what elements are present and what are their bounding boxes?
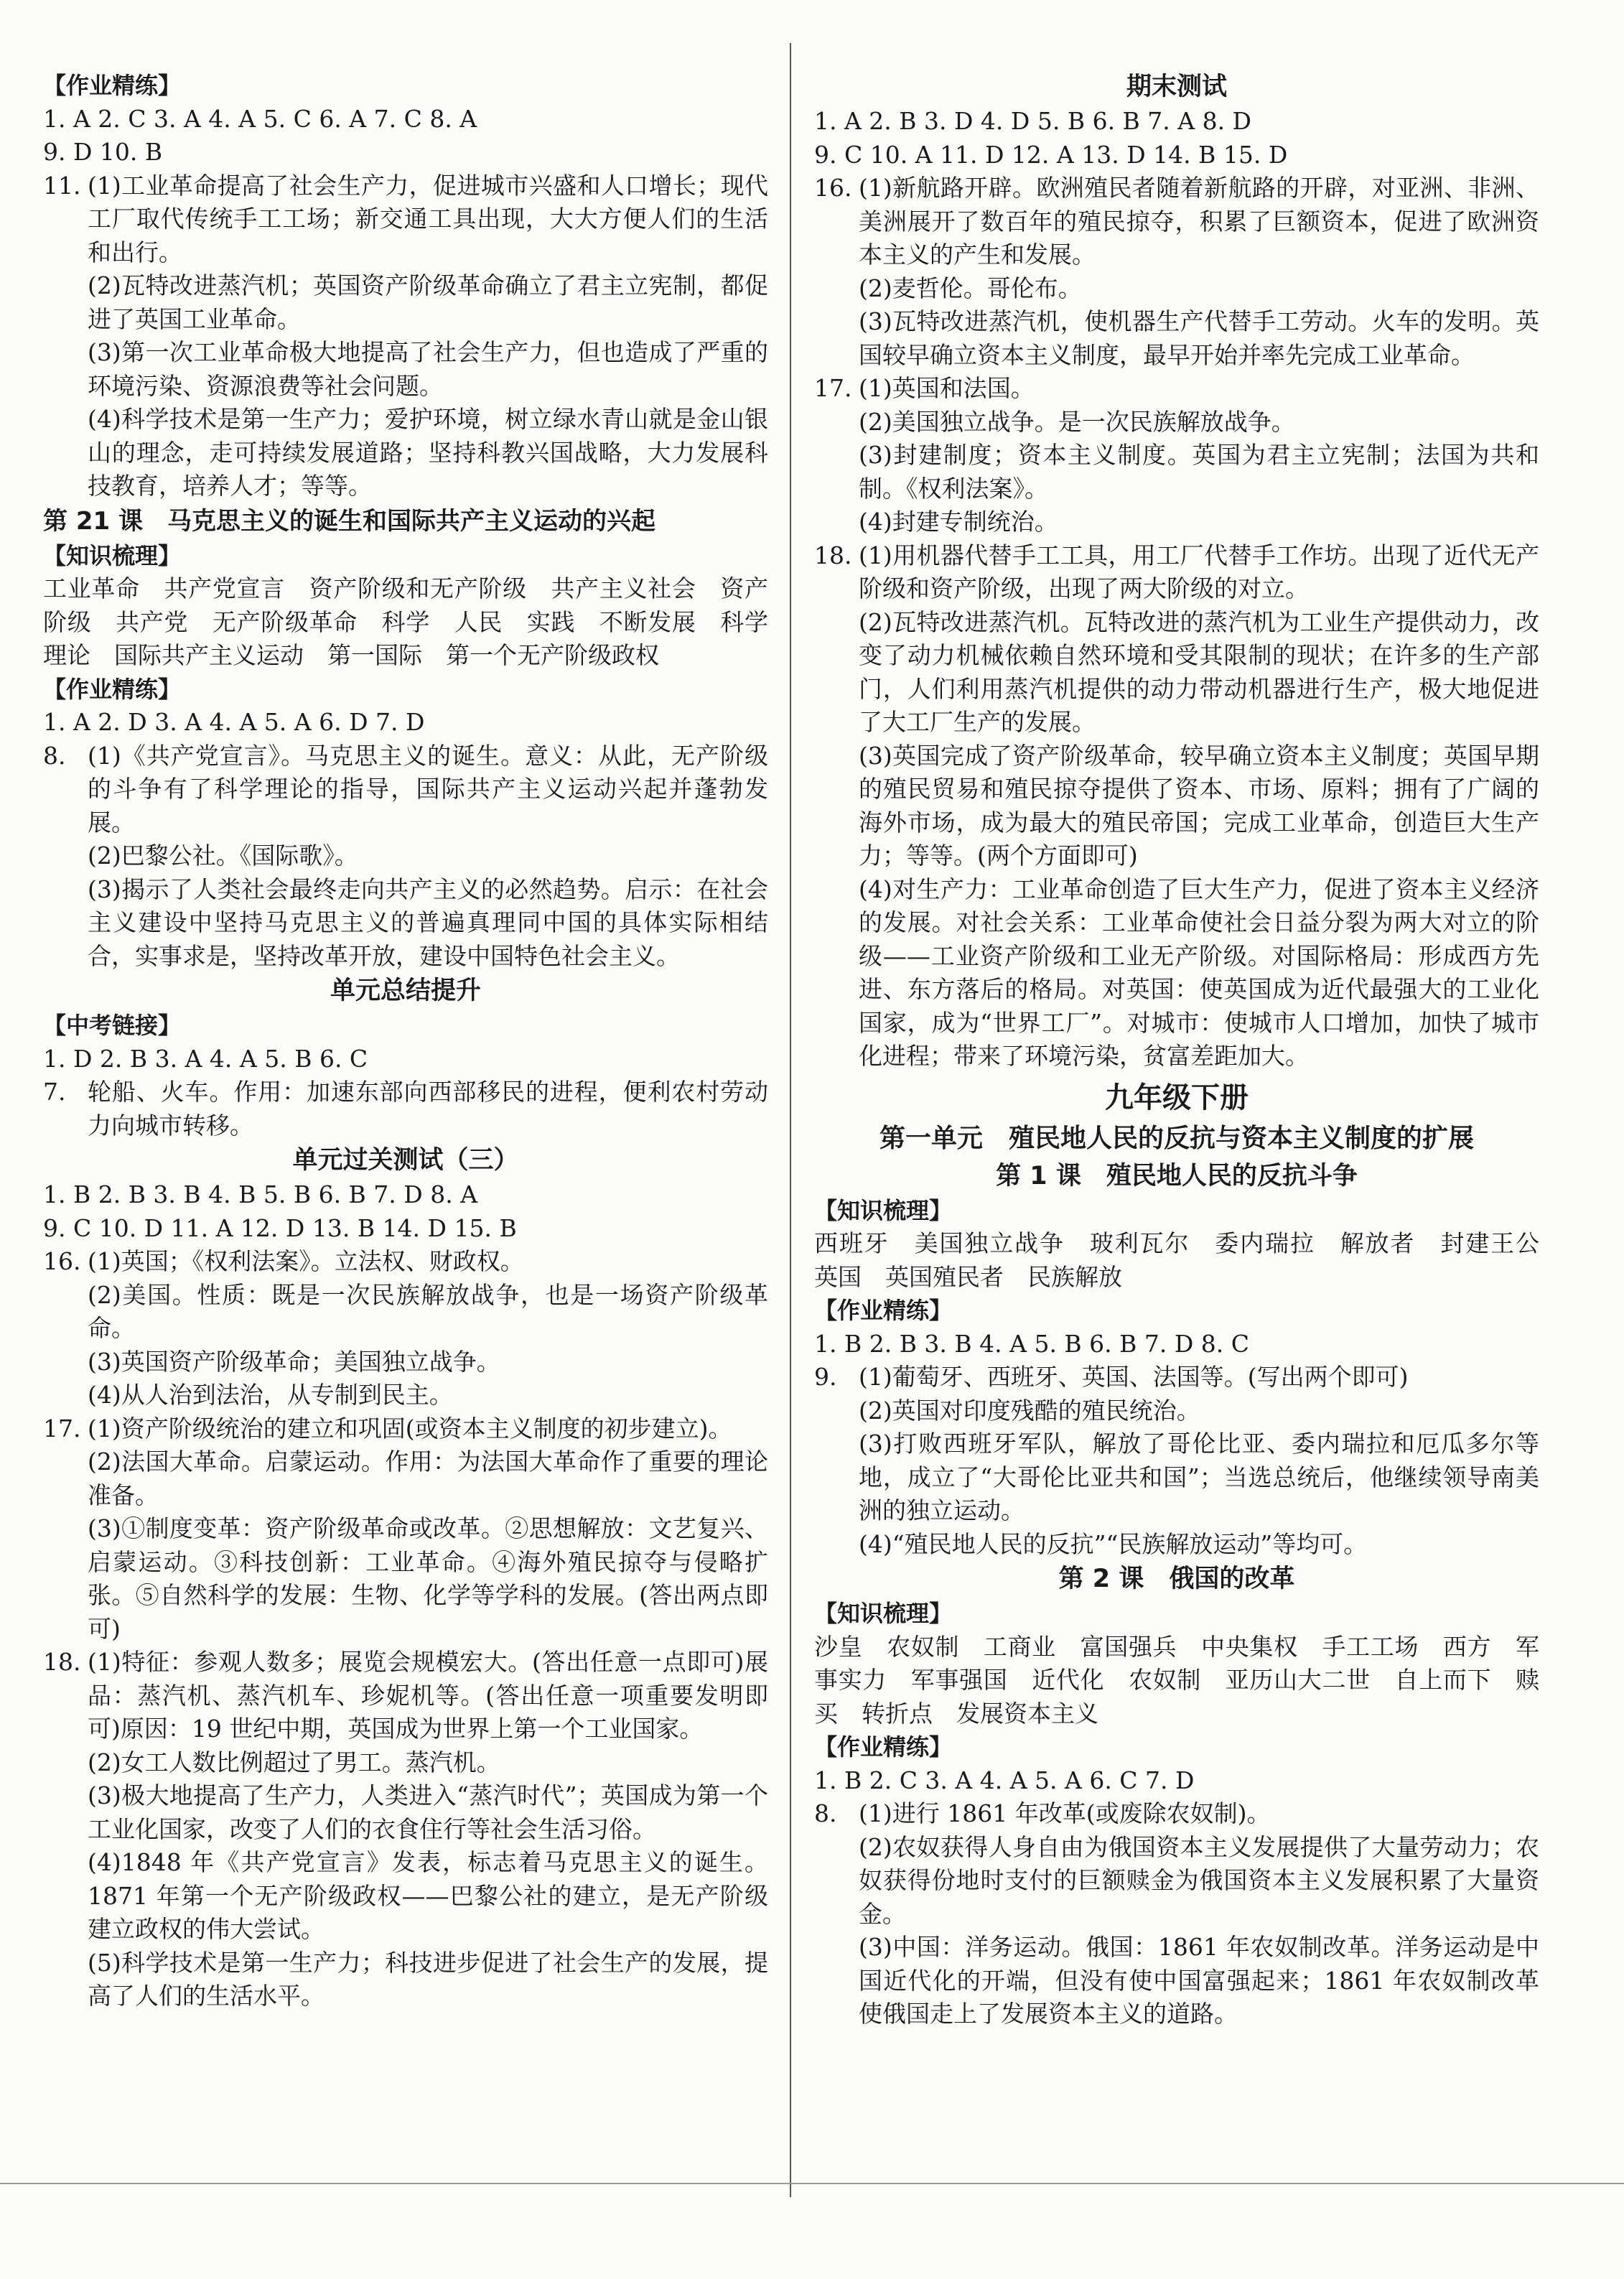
answer-part: (1)新航路开辟。欧洲殖民者随着新航路的开辟，对亚洲、非洲、美洲展开了数百年的殖民掠夺，积累了巨额资本，促进了欧洲资本主义的产生和发展。: [859, 174, 1539, 269]
answer-part: (4)科学技术是第一生产力；爱护环境，树立绿水青山就是金山银山的理念，走可持续发展道路；坚持科教兴国战略，大力发展科技教育，培养人才；等等。: [88, 405, 768, 500]
answer-part: (2)法国大革命。启蒙运动。作用：为法国大革命作了重要的理论准备。: [88, 1448, 768, 1509]
answer-part: (2)农奴获得人身自由为俄国资本主义发展提供了大量劳动力；农奴获得份地时支付的巨额赎金为俄国资本主义发展积累了大量资金。: [859, 1832, 1539, 1928]
question-body: [859, 539, 1539, 1073]
question-number: 16.: [43, 1247, 81, 1275]
answer-line: 1. B 2. B 3. B 4. B 5. B 6. B 7. D 8. A: [43, 1180, 478, 1208]
answer-part: (4)从人治到法治，从专制到民主。: [88, 1381, 453, 1409]
lesson-21-title: 第 21 课 马克思主义的诞生和国际共产主义运动的兴起: [43, 506, 655, 536]
bottom-rule: [0, 2183, 1624, 2184]
section-label-homework: 【作业精练】: [43, 72, 182, 99]
question-number: 11.: [43, 171, 81, 200]
answer-part: (3)打败西班牙军队，解放了哥伦比亚、委内瑞拉和厄瓜多尔等地，成立了“大哥伦比亚共和国”；当选总统后，他继续领导南美洲的独立运动。: [859, 1430, 1539, 1524]
left-column: [43, 69, 768, 2013]
question-17: [43, 1412, 768, 1646]
answer-line: 9. C 10. D 11. A 12. D 13. B 14. D 15. B: [43, 1213, 517, 1242]
answer-part: (1)《共产党宣言》。马克思主义的诞生。意义：从此，无产阶级的斗争有了科学理论的指导，国际共产主义运动兴起并蓬勃发展。: [88, 741, 768, 836]
answer-part: (2)麦哲伦。哥伦布。: [859, 274, 1082, 302]
question-18: [814, 539, 1539, 1073]
question-8: [43, 740, 768, 974]
answer-line: 9. C 10. A 11. D 12. A 13. D 14. B 15. D: [814, 140, 1288, 169]
final-test-title: 期末测试: [1126, 73, 1227, 101]
lesson-2-title: 第 2 课 俄国的改革: [1058, 1565, 1295, 1593]
knowledge-keywords: 工业革命 共产党宣言 资产阶级和无产阶级 共产主义社会 资产阶级 共产党 无产阶级革命 科学 人民 实践 不断发展 科学理论 国际共产主义运动 第一国际 第一个无产阶级政权: [43, 574, 768, 669]
lesson-1-title: 第 1 课 殖民地人民的反抗斗争: [996, 1161, 1358, 1190]
answer-part: (2)英国对印度残酷的殖民统治。: [859, 1396, 1200, 1425]
section-label-knowledge: 【知识梳理】: [814, 1196, 953, 1224]
answer-line: 1. A 2. B 3. D 4. D 5. B 6. B 7. A 8. D: [814, 107, 1252, 135]
unit-1-title: 第一单元 殖民地人民的反抗与资本主义制度的扩展: [879, 1123, 1474, 1153]
answer-line: 1. A 2. D 3. A 4. A 5. A 6. D 7. D: [43, 708, 425, 736]
answer-part: (4)“殖民地人民的反抗”“民族解放运动”等均可。: [859, 1529, 1368, 1558]
section-label-homework: 【作业精练】: [814, 1297, 953, 1324]
knowledge-keywords: 西班牙 美国独立战争 玻利瓦尔 委内瑞拉 解放者 封建王公 英国 英国殖民者 民族解放: [814, 1229, 1563, 1291]
answer-line: 1. B 2. C 3. A 4. A 5. A 6. C 7. D: [814, 1766, 1195, 1794]
question-body: [859, 172, 1539, 372]
answer-part: (1)英国；《权利法案》。立法权、财政权。: [88, 1247, 524, 1275]
answer-line: 9. D 10. B: [43, 138, 163, 166]
answer-part: (2)女工人数比例超过了男工。蒸汽机。: [88, 1748, 500, 1776]
answer-part: (1)工业革命提高了社会生产力，促进城市兴盛和人口增长；现代工厂取代传统手工工场；新交通工具出现，大大方便人们的生活和出行。: [88, 171, 768, 266]
question-body: [859, 1361, 1539, 1561]
answer-part: (3)揭示了人类社会最终走向共产主义的必然趋势。启示：在社会主义建设中坚持马克思主义的普遍真理同中国的具体实际相结合，实事求是，坚持改革开放，建设中国特色社会主义。: [88, 875, 768, 970]
answer-part: (4)封建专制统治。: [859, 508, 1058, 536]
answer-part: (2)美国。性质：既是一次民族解放战争，也是一场资产阶级革命。: [88, 1280, 768, 1342]
grade-title: 九年级下册: [1105, 1081, 1249, 1114]
answer-part: (3)封建制度；资本主义制度。英国为君主立宪制；法国为共和制。《权利法案》。: [859, 441, 1539, 503]
answer-part: (4)1848 年《共产党宣言》发表，标志着马克思主义的诞生。1871 年第一个无产阶级政权——巴黎公社的建立，是无产阶级建立政权的伟大尝试。: [88, 1848, 768, 1943]
question-17: [814, 372, 1539, 539]
answer-part: (3)极大地提高了生产力，人类进入“蒸汽时代”；英国成为第一个工业化国家，改变了人们的衣食住行等社会生活习俗。: [88, 1781, 768, 1843]
question-7: [43, 1076, 768, 1142]
question-body: [859, 1797, 1539, 2031]
question-body: [88, 1245, 768, 1412]
answer-part: (3)中国：洋务运动。俄国：1861 年农奴制改革。洋务运动是中国近代化的开端，但没有使中国富强起来；1861 年农奴制改革使俄国走上了发展资本主义的道路。: [859, 1933, 1539, 2028]
question-body: [88, 169, 768, 503]
answer-part: (3)第一次工业革命极大地提高了社会生产力，但也造成了严重的环境污染、资源浪费等社会问题。: [88, 338, 768, 400]
section-label-knowledge: 【知识梳理】: [43, 541, 182, 569]
question-number: 9.: [814, 1363, 837, 1391]
answer-part: (3)瓦特改进蒸汽机，使机器生产代替手工劳动。火车的发明。英国较早确立资本主义制度，最早开始并率先完成工业革命。: [859, 307, 1539, 369]
question-16: [814, 172, 1539, 372]
answer-part: (3)英国完成了资产阶级革命，较早确立资本主义制度；英国早期的殖民贸易和殖民掠夺提供了资本、市场、原料；拥有了广阔的海外市场，成为最大的殖民帝国；完成工业革命，创造巨大生产力；等等。(两个方面即可): [859, 741, 1539, 870]
section-label-exam-link: 【中考链接】: [43, 1012, 182, 1039]
answer-part: (3)①制度变革：资产阶级革命或改革。②思想解放：文艺复兴、启蒙运动。③科技创新：工业革命。④海外殖民掠夺与侵略扩张。⑤自然科学的发展：生物、化学等学科的发展。(答出两点即可): [88, 1514, 768, 1643]
question-16: [43, 1245, 768, 1412]
answer-part: (3)英国资产阶级革命；美国独立战争。: [88, 1347, 500, 1376]
answer-part: (5)科学技术是第一生产力；科技进步促进了社会生产的发展，提高了人们的生活水平。: [88, 1948, 768, 2010]
question-body: [88, 1646, 768, 2013]
answer-line: 1. B 2. B 3. B 4. A 5. B 6. B 7. D 8. C: [814, 1329, 1250, 1358]
answer-part: (1)用机器代替手工工具，用工厂代替手工作坊。出现了近代无产阶级和资产阶级，出现了两大阶级的对立。: [859, 541, 1539, 602]
answer-line: 1. D 2. B 3. A 4. A 5. B 6. C: [43, 1044, 368, 1073]
answer-line: 1. A 2. C 3. A 4. A 5. C 6. A 7. C 8. A: [43, 104, 477, 133]
question-body: [88, 1412, 768, 1646]
question-9: [814, 1361, 1539, 1561]
question-body: [859, 372, 1539, 539]
answer-part: (1)进行 1861 年改革(或废除农奴制)。: [859, 1799, 1271, 1827]
answer-part: (1)英国和法国。: [859, 374, 1035, 402]
question-number: 18.: [814, 541, 852, 569]
question-number: 8.: [814, 1799, 837, 1827]
unit-test-title: 单元过关测试（三）: [292, 1146, 519, 1175]
answer-part: (2)巴黎公社。《国际歌》。: [88, 842, 358, 870]
section-label-homework: 【作业精练】: [814, 1733, 953, 1761]
answer-part: (2)美国独立战争。是一次民族解放战争。: [859, 407, 1295, 436]
question-number: 18.: [43, 1648, 81, 1676]
answer-part: 轮船、火车。作用：加速东部向西部移民的进程，便利农村劳动力向城市转移。: [88, 1078, 768, 1140]
column-divider: [790, 43, 791, 2197]
answer-part: (2)瓦特改进蒸汽机。瓦特改进的蒸汽机为工业生产提供动力，改变了动力机械依赖自然环境和受其限制的现状；在许多的生产部门，人们利用蒸汽机提供的动力带动机器进行生产，极大地促进了大工厂生产的发展。: [859, 607, 1539, 736]
unit-summary-title: 单元总结提升: [330, 977, 481, 1005]
section-label-homework: 【作业精练】: [43, 675, 182, 703]
question-number: 17.: [814, 374, 852, 402]
knowledge-keywords: 沙皇 农奴制 工商业 富国强兵 中央集权 手工工场 西方 军事实力 军事强国 近代化 农奴制 亚历山大二世 自上而下 赎买 转折点 发展资本主义: [814, 1632, 1539, 1728]
question-number: 17.: [43, 1414, 81, 1443]
question-8: [814, 1797, 1539, 2031]
question-body: [88, 740, 768, 974]
answer-part: (1)葡萄牙、西班牙、英国、法国等。(写出两个即可): [859, 1363, 1409, 1391]
answer-part: (4)对生产力：工业革命创造了巨大生产力，促进了资本主义经济的发展。对社会关系：工业革命使社会日益分裂为两大对立的阶级——工业资产阶级和工业无产阶级。对国际格局：形成西方先进、东方落后的格局。对英国：使英国成为近代最强大的工业化国家，成为“世界工厂”。对城市：使城市人口增加，加快了城市化进程；带来了环境污染，贫富差距加大。: [859, 875, 1539, 1070]
question-number: 7.: [43, 1078, 66, 1106]
question-18: [43, 1646, 768, 2013]
answer-part: (1)资产阶级统治的建立和巩固(或资本主义制度的初步建立)。: [88, 1414, 732, 1443]
question-number: 8.: [43, 741, 66, 770]
answer-part: (2)瓦特改进蒸汽机；英国资产阶级革命确立了君主立宪制，都促进了英国工业革命。: [88, 271, 768, 333]
question-number: 16.: [814, 174, 852, 202]
question-11: [43, 169, 768, 503]
right-column: [814, 69, 1563, 2031]
section-label-knowledge: 【知识梳理】: [814, 1600, 953, 1627]
answer-part: (1)特征：参观人数多；展览会规模宏大。(答出任意一点即可)展品：蒸汽机、蒸汽机车、珍妮机等。(答出任意一项重要发明即可)原因：19 世纪中期，英国成为世界上第一个工业国家。: [88, 1648, 768, 1743]
